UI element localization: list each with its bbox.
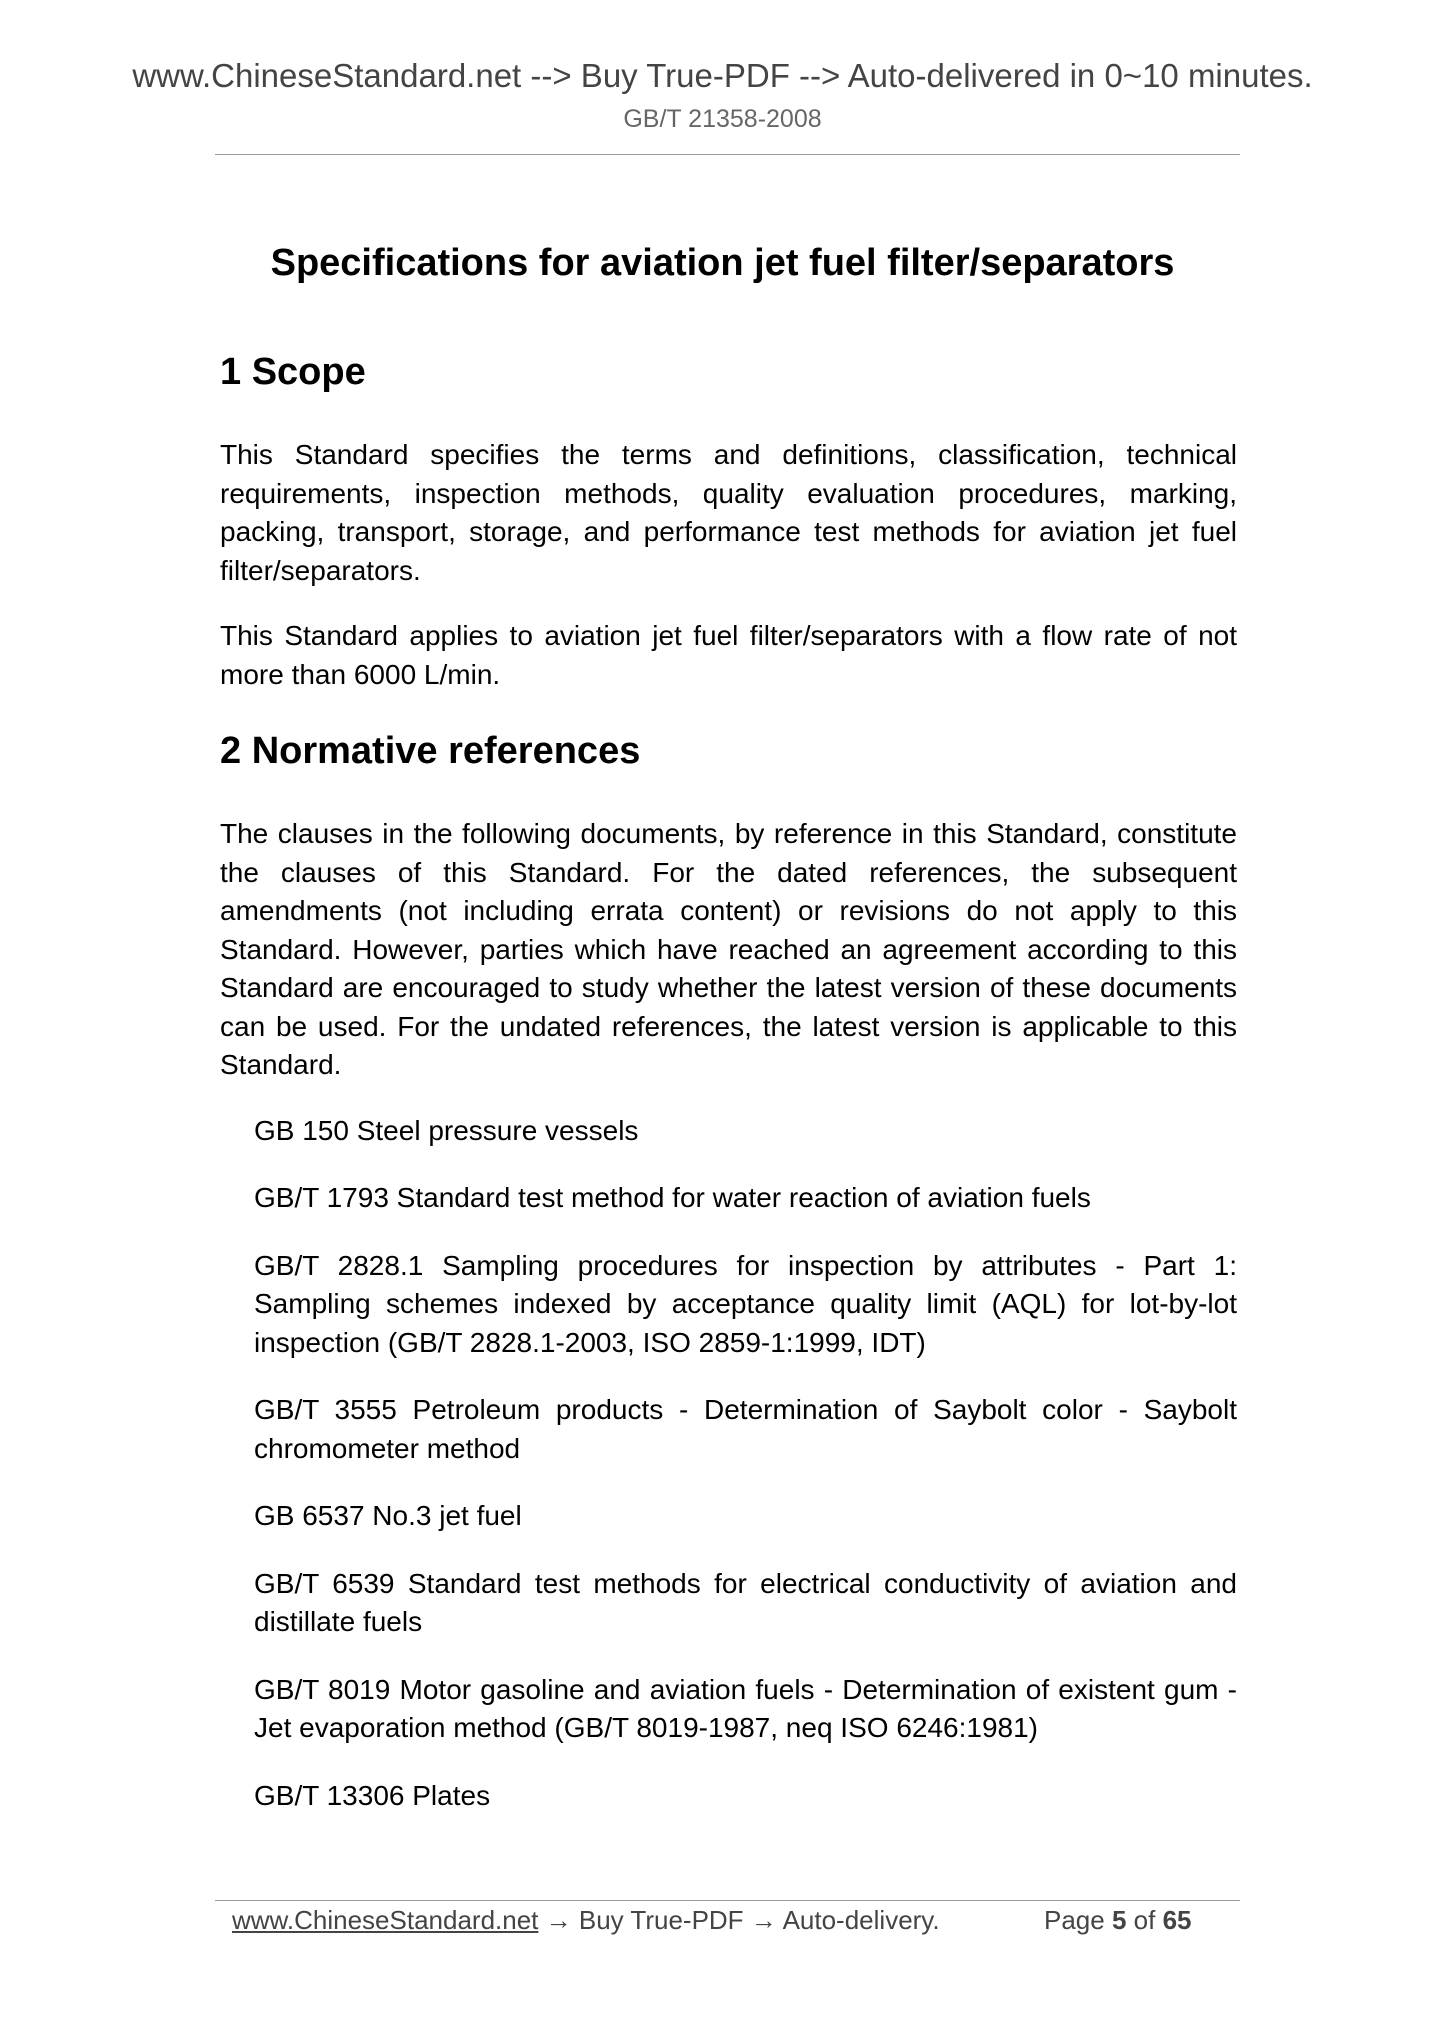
reference-item: GB/T 13306 Plates	[254, 1779, 491, 1811]
document-body	[220, 348, 1237, 1844]
header-standard-code: GB/T 21358-2008	[623, 105, 822, 133]
document-title: Specifications for aviation jet fuel filter/separators	[270, 242, 1175, 285]
reference-item: GB 150 Steel pressure vessels	[254, 1114, 639, 1146]
reference-item: GB/T 6539 Standard test methods for electrical conductivity of aviation and distillate fuels	[254, 1567, 1237, 1637]
current-page-number: 5	[1111, 1905, 1127, 1935]
page-indicator	[1044, 1901, 1192, 1939]
header-divider	[215, 154, 1240, 155]
footer-site-link[interactable]: www.ChineseStandard.net	[232, 1905, 539, 1935]
reference-list	[220, 1112, 1237, 1816]
total-pages: 65	[1162, 1905, 1192, 1935]
reference-item: GB/T 2828.1 Sampling procedures for inspection by attributes - Part 1: Sampling schemes indexed by acceptance quality limit (AQL) for lot-by-lot inspection (GB/T 2828.1-2003, ISO 2859-1:1999, IDT)	[254, 1249, 1237, 1358]
page-footer	[232, 1901, 1232, 1939]
normative-references-intro: The clauses in the following documents, by reference in this Standard, constitute the clauses of this Standard. For the dated references, the subsequent amendments (not including errata content) or revisions do not apply to this Standard. However, parties which have reached an agreement according to this Standard are encouraged to study whether the latest version of these documents can be used. For the undated references, the latest version is applicable to this Standard.	[220, 818, 1237, 1080]
reference-item: GB/T 1793 Standard test method for water reaction of aviation fuels	[254, 1182, 1091, 1213]
scope-paragraph: This Standard specifies the terms and definitions, classification, technical requirements, inspection methods, quality evaluation procedures, marking, packing, transport, storage, and performance test methods for aviation jet fuel filter/separators.	[220, 439, 1237, 586]
of-label: of	[1133, 1905, 1156, 1935]
reference-item: GB/T 8019 Motor gasoline and aviation fuels - Determination of existent gum - Jet evaporation method (GB/T 8019-1987, neq ISO 6246:1981)	[254, 1673, 1237, 1743]
page-label: Page	[1044, 1905, 1105, 1935]
section-heading-scope: 1 Scope	[220, 351, 366, 393]
header-banner: www.ChineseStandard.net --> Buy True-PDF --> Auto-delivered in 0~10 minutes.	[132, 57, 1313, 94]
footer-promo-text: → Buy True-PDF → Auto-delivery.	[538, 1905, 940, 1935]
section-heading-normative-references: 2 Normative references	[220, 730, 641, 772]
scope-paragraph: This Standard applies to aviation jet fuel filter/separators with a flow rate of not more than 6000 L/min.	[220, 620, 1237, 690]
reference-item: GB/T 3555 Petroleum products - Determination of Saybolt color - Saybolt chromometer method	[254, 1394, 1237, 1464]
reference-item: GB 6537 No.3 jet fuel	[254, 1500, 522, 1531]
